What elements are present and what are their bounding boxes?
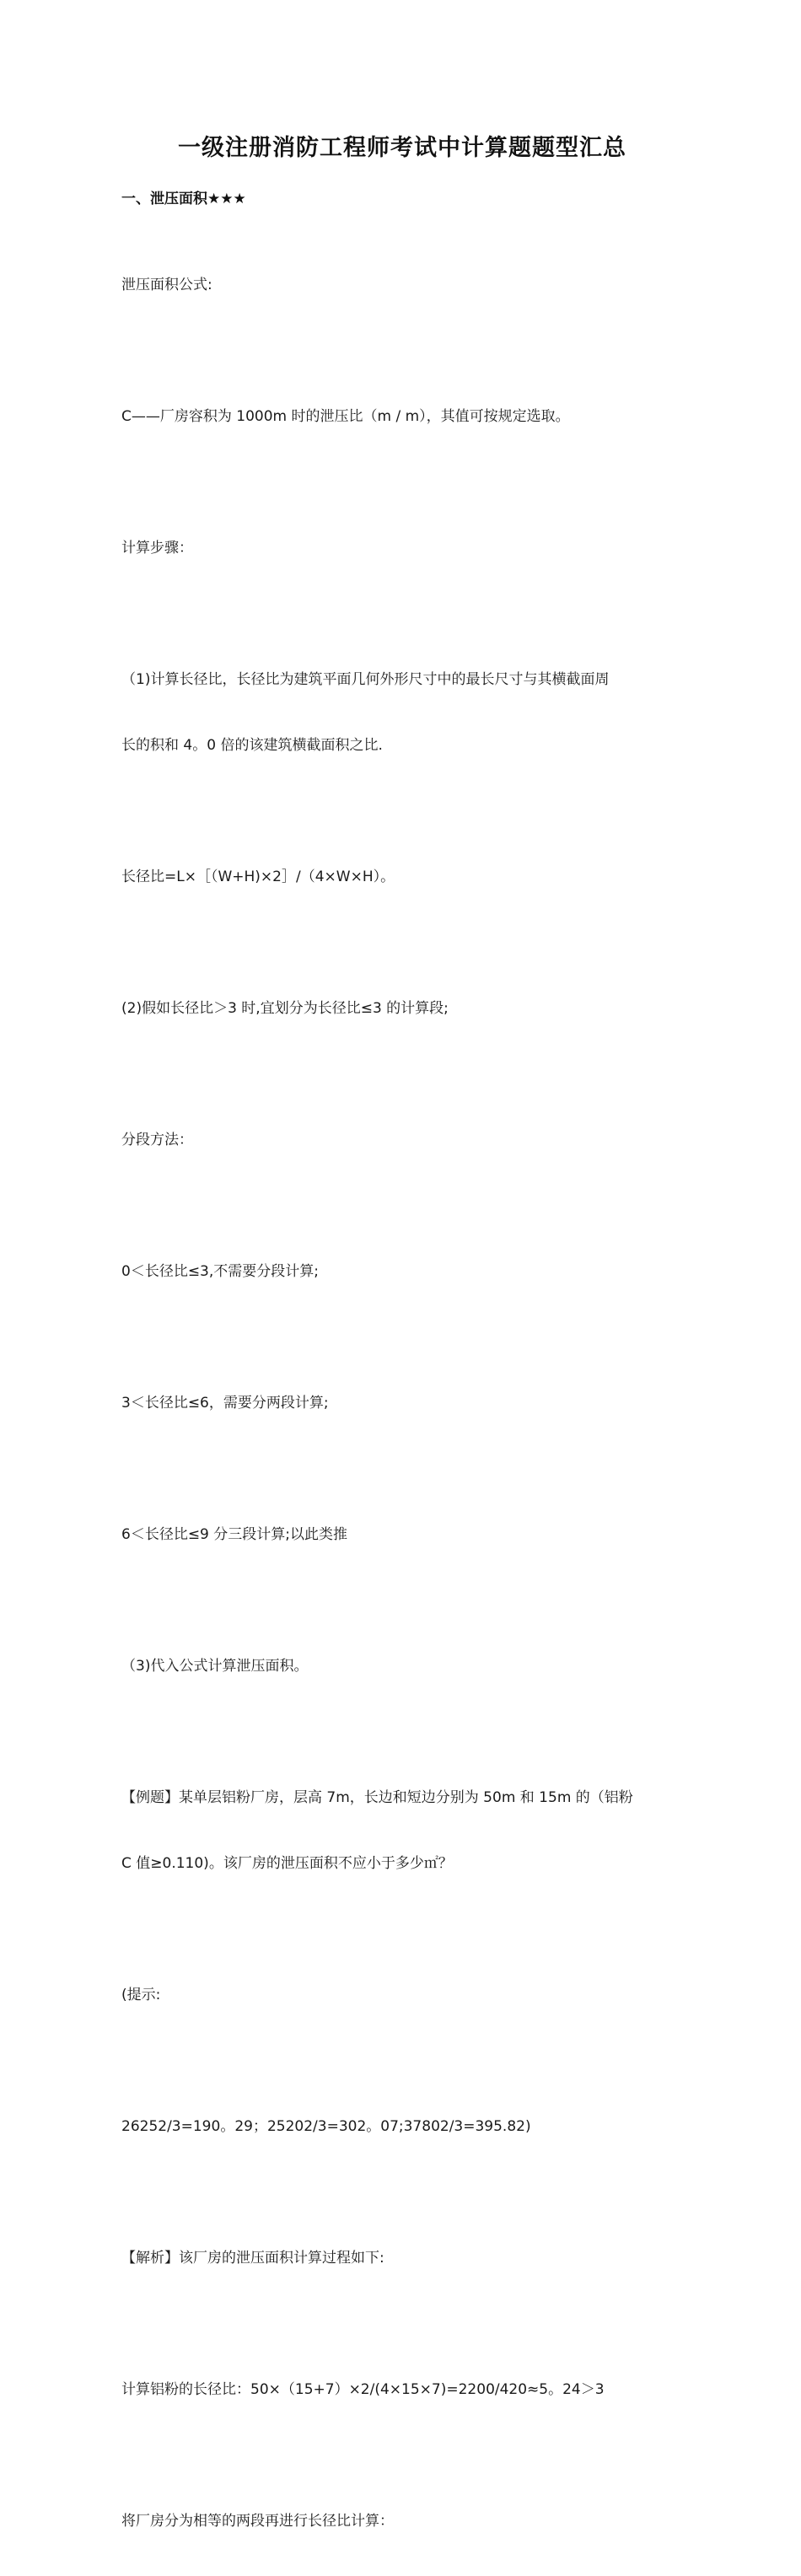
paragraph-step-2: (2)假如长径比＞3 时,宜划分为长径比≤3 的计算段; (121, 1000, 449, 1017)
paragraph-segment-rule-2: 3＜长径比≤6，需要分两段计算; (121, 1395, 329, 1412)
paragraph-solution-intro: 【解析】该厂房的泄压面积计算过程如下: (121, 2250, 384, 2267)
paragraph-segment-method: 分段方法： (121, 1132, 193, 1148)
paragraph-c-definition: C——厂房容积为 1000m 时的泄压比（m / m），其值可按规定选取。 (121, 408, 570, 425)
paragraph-segment-rule-1: 0＜长径比≤3,不需要分段计算; (121, 1263, 320, 1280)
document-body (121, 230, 683, 2576)
paragraph-step-1: （1)计算长径比，长径比为建筑平面几何外形尺寸中的最长尺寸与其横截面周 长的积和 4。0 倍的该建筑横截面积之比. (121, 671, 610, 754)
paragraph-ratio-formula: 长径比=L×［（W+H)×2］/（4×W×H）。 (121, 869, 395, 885)
document-title: 一级注册消防工程师考试中计算题题型汇总 (178, 135, 626, 161)
paragraph-step-3: （3)代入公式计算泄压面积。 (121, 1658, 309, 1675)
paragraph-split-calculation: 将厂房分为相等的两段再进行长径比计算： (121, 2513, 394, 2530)
paragraph-formula-intro: 泄压面积公式: (121, 277, 212, 293)
paragraph-hint-label: (提示: (121, 1987, 161, 2003)
paragraph-example: 【例题】某单层铝粉厂房，层高 7m，长边和短边分别为 50m 和 15m 的（铝粉 C 值≥0.110)。该厂房的泄压面积不应小于多少㎡？ (121, 1789, 633, 1872)
paragraph-segment-rule-3: 6＜长径比≤9 分三段计算;以此类推 (121, 1526, 348, 1543)
paragraph-hint-values: 26252/3=190。29；25202/3=302。07;37802/3=395.82) (121, 2118, 531, 2135)
section-heading-pressure-relief-area: 一、泄压面积★★★ (121, 191, 246, 207)
paragraph-steps-heading: 计算步骤： (121, 540, 193, 557)
paragraph-ratio-calculation: 计算铝粉的长径比：50×（15+7）×2/(4×15×7)=2200/420≈5。24＞3 (121, 2381, 605, 2398)
